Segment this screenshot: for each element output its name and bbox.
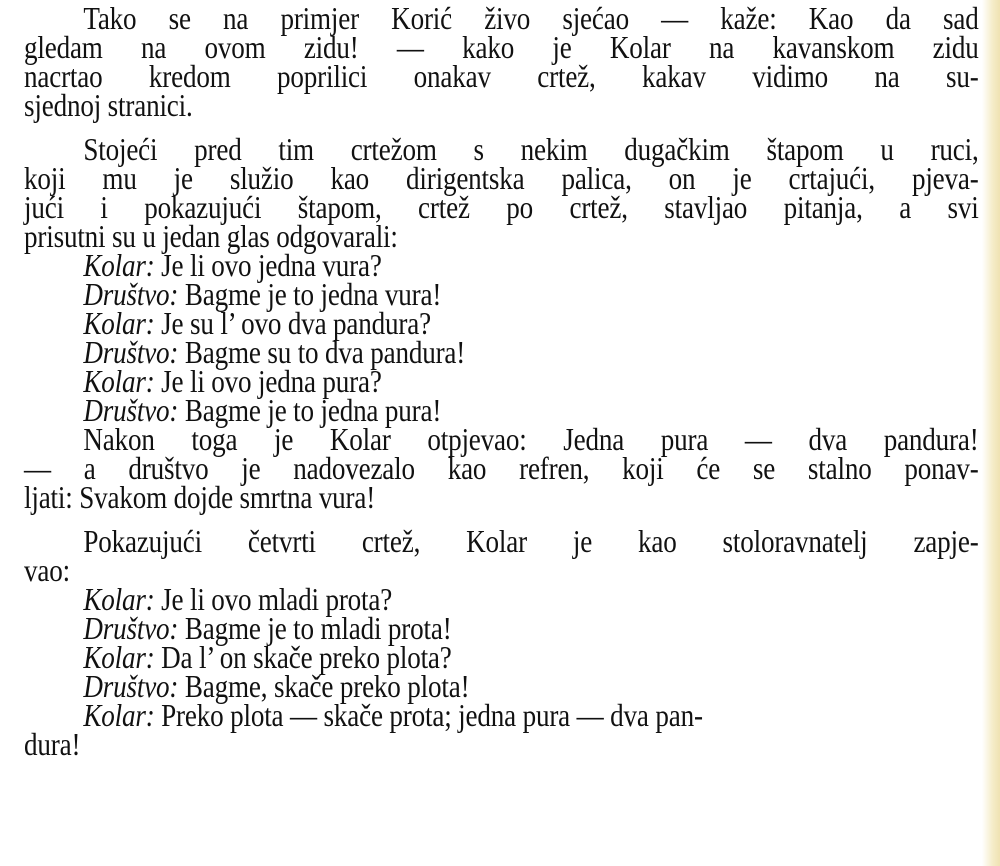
- paragraph-4: [24, 524, 979, 588]
- dialogue-line: [24, 306, 979, 341]
- dialogue-line: [24, 393, 979, 428]
- text-line: sjednoj stranici.: [24, 88, 193, 123]
- dialogue-text: Je su l’ ovo dva pandura?: [154, 306, 431, 341]
- dialogue-text: Bagme, skače preko plota!: [178, 669, 470, 704]
- text-line: gledam na ovom zidu! — kako je Kolar na kavanskom zidu: [24, 30, 979, 65]
- dialogue-text: Bagme je to mladi prota!: [178, 611, 452, 646]
- dialogue-text: Da l’ on skače preko plota?: [154, 640, 452, 675]
- speaker-label: Kolar:: [83, 364, 155, 399]
- dialogue-text: Je li ovo jedna pura?: [154, 364, 382, 399]
- speaker-label: Društvo:: [83, 335, 179, 370]
- dialogue-line: [24, 640, 979, 675]
- dialogue-text: Bagme je to jedna pura!: [178, 393, 442, 428]
- text-line: prisutni su u jedan glas odgovarali:: [24, 219, 398, 254]
- speaker-label: Kolar:: [83, 248, 155, 283]
- paragraph-2: [24, 132, 979, 254]
- dialogue-line: [24, 364, 979, 399]
- text-line: dura!: [24, 727, 81, 762]
- dialogue-line: [24, 335, 979, 370]
- speaker-label: Kolar:: [83, 640, 155, 675]
- text-line: ljati: Svakom dojde smrtna vura!: [24, 480, 376, 515]
- dialogue-line: [24, 611, 979, 646]
- dialogue-line: [24, 698, 979, 733]
- speaker-label: Kolar:: [83, 582, 155, 617]
- paragraph-1: [24, 1, 979, 123]
- page-edge-yellowed: [982, 0, 1000, 866]
- dialogue-block-1: [24, 248, 979, 428]
- dialogue-line: [24, 582, 979, 617]
- text-line: Stojeći pred tim crtežom s nekim dugačkim štapom u ruci,: [83, 132, 979, 167]
- text-line: Nakon toga je Kolar otpjevao: Jedna pura — dva pandura!: [83, 422, 979, 457]
- dialogue-line: [24, 669, 979, 704]
- dialogue-text: Je li ovo jedna vura?: [154, 248, 382, 283]
- speaker-label: Kolar:: [83, 306, 155, 341]
- speaker-label: Društvo:: [83, 669, 179, 704]
- text-line: jući i pokazujući štapom, crtež po crtež, stavljao pitanja, a svi: [24, 190, 979, 225]
- speaker-label: Društvo:: [83, 277, 179, 312]
- speaker-label: Društvo:: [83, 611, 179, 646]
- text-line: koji mu je služio kao dirigentska palica, on je crtajući, pjeva-: [24, 161, 979, 196]
- dialogue-text: Je li ovo mladi prota?: [154, 582, 393, 617]
- text-line: — a društvo je nadovezalo kao refren, koji će se stalno ponav-: [24, 451, 979, 486]
- dialogue-line: [24, 248, 979, 283]
- dialogue-text: Preko plota — skače prota; jedna pura — dva pan-: [154, 698, 703, 733]
- text-line: Tako se na primjer Korić živo sjećao — kaže: Kao da sad: [83, 1, 979, 36]
- dialogue-block-2: [24, 582, 979, 762]
- text-line: nacrtao kredom poprilici onakav crtež, kakav vidimo na su-: [24, 59, 979, 94]
- text-line: Pokazujući četvrti crtež, Kolar je kao stoloravnatelj zapje-: [83, 524, 979, 559]
- paragraph-3: [24, 422, 979, 515]
- speaker-label: Kolar:: [83, 698, 155, 733]
- dialogue-line: [24, 277, 979, 312]
- dialogue-text: Bagme je to jedna vura!: [178, 277, 442, 312]
- book-page-text: [24, 1, 979, 762]
- text-line: vao:: [24, 553, 70, 588]
- dialogue-text: Bagme su to dva pandura!: [178, 335, 466, 370]
- speaker-label: Društvo:: [83, 393, 179, 428]
